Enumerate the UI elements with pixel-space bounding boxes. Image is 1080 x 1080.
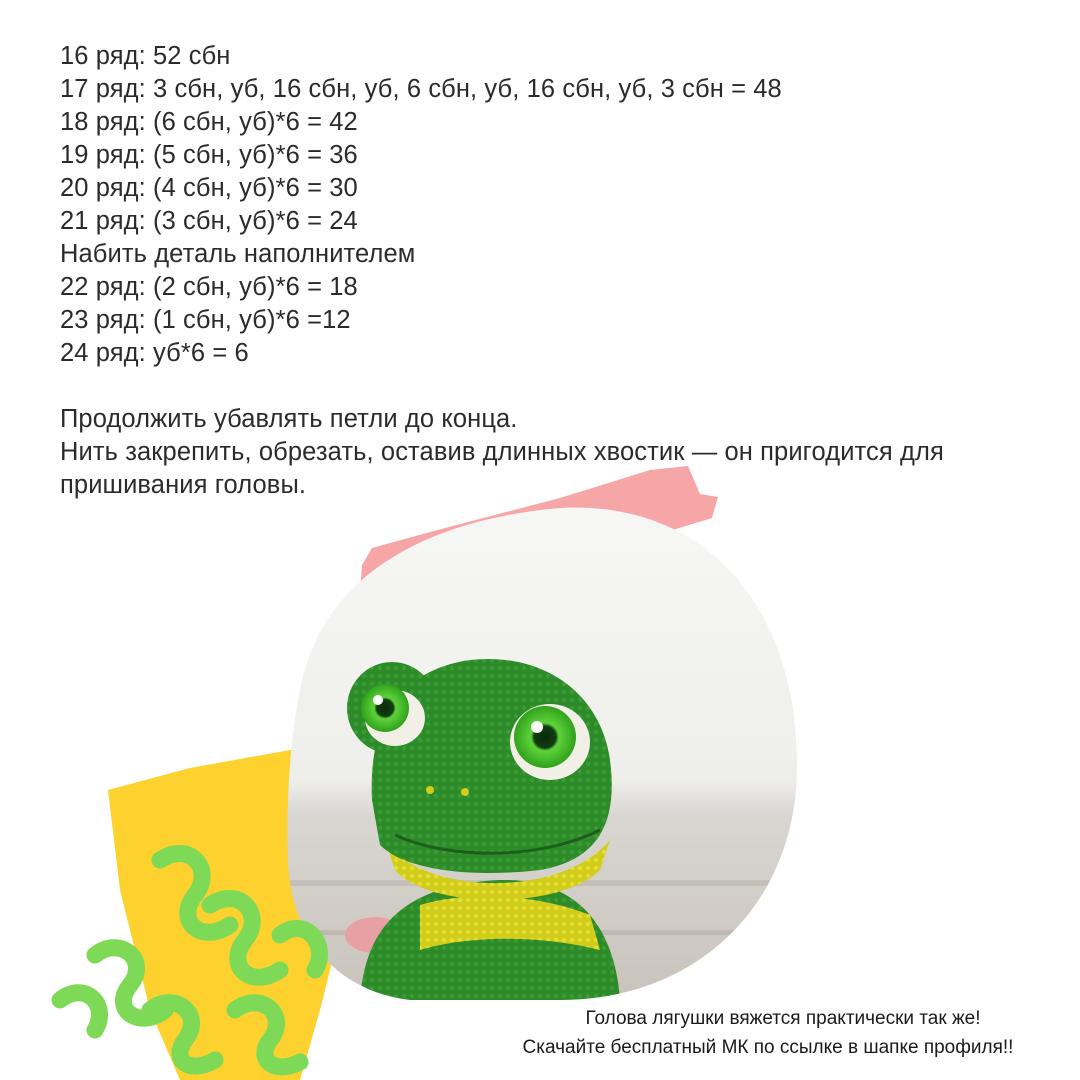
pattern-instructions bbox=[60, 40, 1040, 502]
row-19: 19 ряд: (5 сбн, уб)*6 = 36 bbox=[60, 141, 358, 169]
caption-line-1: Голова лягушки вяжется практически так же! bbox=[585, 1008, 981, 1029]
row-16: 16 ряд: 52 сбн bbox=[60, 42, 231, 70]
row-18: 18 ряд: (6 сбн, уб)*6 = 42 bbox=[60, 108, 358, 136]
row-22: 22 ряд: (2 сбн, уб)*6 = 18 bbox=[60, 273, 358, 301]
squiggle-6 bbox=[235, 1003, 300, 1067]
row-23: 23 ряд: (1 сбн, уб)*6 =12 bbox=[60, 306, 351, 334]
spacer bbox=[60, 370, 1040, 403]
row-21: 21 ряд: (3 сбн, уб)*6 = 24 bbox=[60, 207, 358, 235]
finish-instruction-2: Нить закрепить, обрезать, оставив длинных хвостик — он пригодится для пришивания головы. bbox=[60, 438, 944, 499]
stuffing-note: Набить деталь наполнителем bbox=[60, 240, 416, 268]
caption-line-2: Скачайте бесплатный МК по ссылке в шапке профиля!! bbox=[522, 1037, 1014, 1058]
row-20: 20 ряд: (4 сбн, уб)*6 = 30 bbox=[60, 174, 358, 202]
caption bbox=[458, 1004, 1078, 1062]
squiggle-4 bbox=[60, 993, 100, 1030]
squiggle-5 bbox=[150, 1003, 215, 1066]
row-17: 17 ряд: 3 сбн, уб, 16 сбн, уб, 6 сбн, уб, 16 сбн, уб, 3 сбн = 48 bbox=[60, 75, 782, 103]
row-24: 24 ряд: уб*6 = 6 bbox=[60, 339, 249, 367]
squiggle-7 bbox=[280, 928, 320, 970]
finish-instruction-1: Продолжить убавлять петли до конца. bbox=[60, 405, 518, 433]
